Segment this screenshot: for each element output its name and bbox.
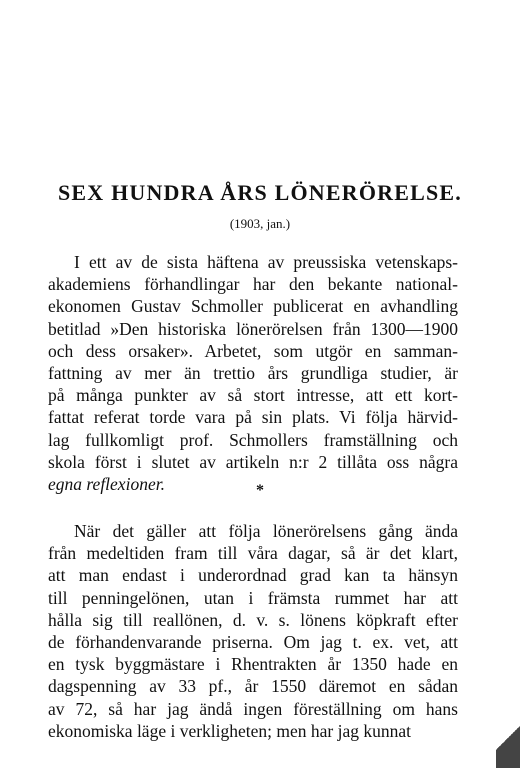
paragraph-1 (48, 251, 458, 495)
text-line: på många punkter av så stort intresse, att ett kort- (48, 385, 458, 406)
text-line: akademiens förhandlingar har den bekante national- (48, 274, 458, 295)
text-line: från medeltiden fram till våra dagar, så är det klart, (48, 543, 458, 564)
text-line: fattat referat torde vara på sin plats. Vi följa härvid- (48, 407, 458, 428)
italic-phrase: egna reflexioner. (48, 473, 165, 494)
text-line: och dess orsaker». Arbetet, som utgör en samman- (48, 340, 458, 361)
text-line: hålla sig till reallönen, d. v. s. lönens köpkraft efter (48, 609, 458, 630)
text-line: en tysk byggmästare i Rhentrakten år 1350 hade en (48, 654, 458, 675)
text-line: de förhandenvarande priserna. Om jag t. ex. vet, att (48, 631, 458, 652)
text-line: När det gäller att följa lönerörelsens gång ända (74, 521, 458, 541)
text-line: ekonomiska läge i verkligheten; men har jag kunnat (48, 720, 412, 741)
text-line: fattning av mer än trettio års grundliga studier, är (48, 362, 458, 383)
text-line: lag fullkomligt prof. Schmollers framställning och (48, 429, 458, 450)
section-separator: * (256, 482, 264, 499)
text-line: av 72, så har jag ändå ingen föreställning om hans (48, 698, 458, 719)
text-line: ekonomen Gustav Schmoller publicerat en avhandling (48, 296, 458, 317)
text-line: betitlad »Den historiska lönerörelsen från 1300—1900 (48, 318, 458, 339)
text-line: skola först i slutet av artikeln n:r 2 tillåta oss några (48, 451, 458, 472)
chapter-title: SEX HUNDRA ÅRS LÖNERÖRELSE. (57, 180, 463, 205)
text-line: dagspenning av 33 pf., år 1550 däremot en sådan (48, 676, 458, 697)
chapter-date: (1903, jan.) (229, 216, 291, 231)
page-corner-shadow (496, 708, 520, 768)
text-line: till penningelönen, utan i främsta rummet har att (48, 587, 458, 608)
text-line: I ett av de sista häftena av preussiska vetenskaps- (74, 252, 458, 272)
paragraph-2 (48, 520, 458, 742)
text-line: att man endast i underordnad grad kan ta hänsyn (48, 565, 458, 586)
